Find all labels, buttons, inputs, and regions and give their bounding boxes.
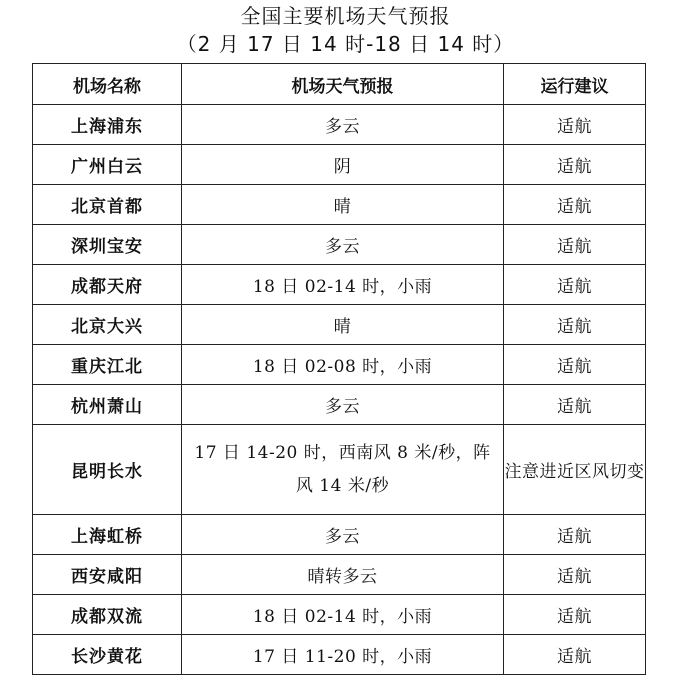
table-row <box>33 635 646 675</box>
weather-cell: 阴 <box>182 145 504 185</box>
table-row <box>33 425 646 515</box>
airport-name-cell: 北京大兴 <box>33 305 182 345</box>
airport-forecast-table <box>32 63 646 675</box>
advice-cell: 适航 <box>504 225 646 265</box>
advice-cell: 适航 <box>504 345 646 385</box>
header-operation-advice: 运行建议 <box>504 64 646 105</box>
advice-cell: 适航 <box>504 595 646 635</box>
table-row <box>33 185 646 225</box>
airport-name-cell: 广州白云 <box>33 145 182 185</box>
weather-cell: 18 日 02-14 时，小雨 <box>182 265 504 305</box>
advice-cell: 适航 <box>504 265 646 305</box>
advice-cell: 适航 <box>504 185 646 225</box>
table-row <box>33 305 646 345</box>
weather-cell: 多云 <box>182 515 504 555</box>
table-row <box>33 385 646 425</box>
airport-name-cell: 杭州萧山 <box>33 385 182 425</box>
airport-name-cell: 重庆江北 <box>33 345 182 385</box>
advice-cell: 适航 <box>504 145 646 185</box>
airport-name-cell: 长沙黄花 <box>33 635 182 675</box>
table-row <box>33 265 646 305</box>
header-airport-name: 机场名称 <box>33 64 182 105</box>
title-main: 全国主要机场天气预报 <box>240 4 451 28</box>
table-row <box>33 515 646 555</box>
airport-name-cell: 上海虹桥 <box>33 515 182 555</box>
airport-name-cell: 深圳宝安 <box>33 225 182 265</box>
advice-cell: 注意进近区风切变 <box>504 425 646 515</box>
weather-cell: 晴 <box>182 305 504 345</box>
advice-cell: 适航 <box>504 305 646 345</box>
weather-cell: 18 日 02-14 时，小雨 <box>182 595 504 635</box>
weather-cell: 18 日 02-08 时，小雨 <box>182 345 504 385</box>
weather-cell: 晴转多云 <box>182 555 504 595</box>
weather-cell: 多云 <box>182 385 504 425</box>
advice-cell: 适航 <box>504 635 646 675</box>
document-title <box>0 2 691 58</box>
airport-name-cell: 西安咸阳 <box>33 555 182 595</box>
table-row <box>33 595 646 635</box>
table-header-row <box>33 64 646 105</box>
advice-cell: 适航 <box>504 105 646 145</box>
title-time-range: （2 月 17 日 14 时-18 日 14 时） <box>176 32 515 56</box>
airport-name-cell: 成都天府 <box>33 265 182 305</box>
table-row <box>33 225 646 265</box>
weather-cell: 17 日 14-20 时，西南风 8 米/秒，阵风 14 米/秒 <box>182 425 504 515</box>
airport-name-cell: 北京首都 <box>33 185 182 225</box>
table-row <box>33 555 646 595</box>
airport-name-cell: 昆明长水 <box>33 425 182 515</box>
table-row <box>33 345 646 385</box>
weather-cell: 17 日 11-20 时，小雨 <box>182 635 504 675</box>
table-row <box>33 105 646 145</box>
weather-cell: 多云 <box>182 105 504 145</box>
weather-cell: 晴 <box>182 185 504 225</box>
advice-cell: 适航 <box>504 385 646 425</box>
table-row <box>33 145 646 185</box>
airport-name-cell: 成都双流 <box>33 595 182 635</box>
airport-name-cell: 上海浦东 <box>33 105 182 145</box>
advice-cell: 适航 <box>504 515 646 555</box>
weather-cell: 多云 <box>182 225 504 265</box>
header-airport-forecast: 机场天气预报 <box>182 64 504 105</box>
advice-cell: 适航 <box>504 555 646 595</box>
